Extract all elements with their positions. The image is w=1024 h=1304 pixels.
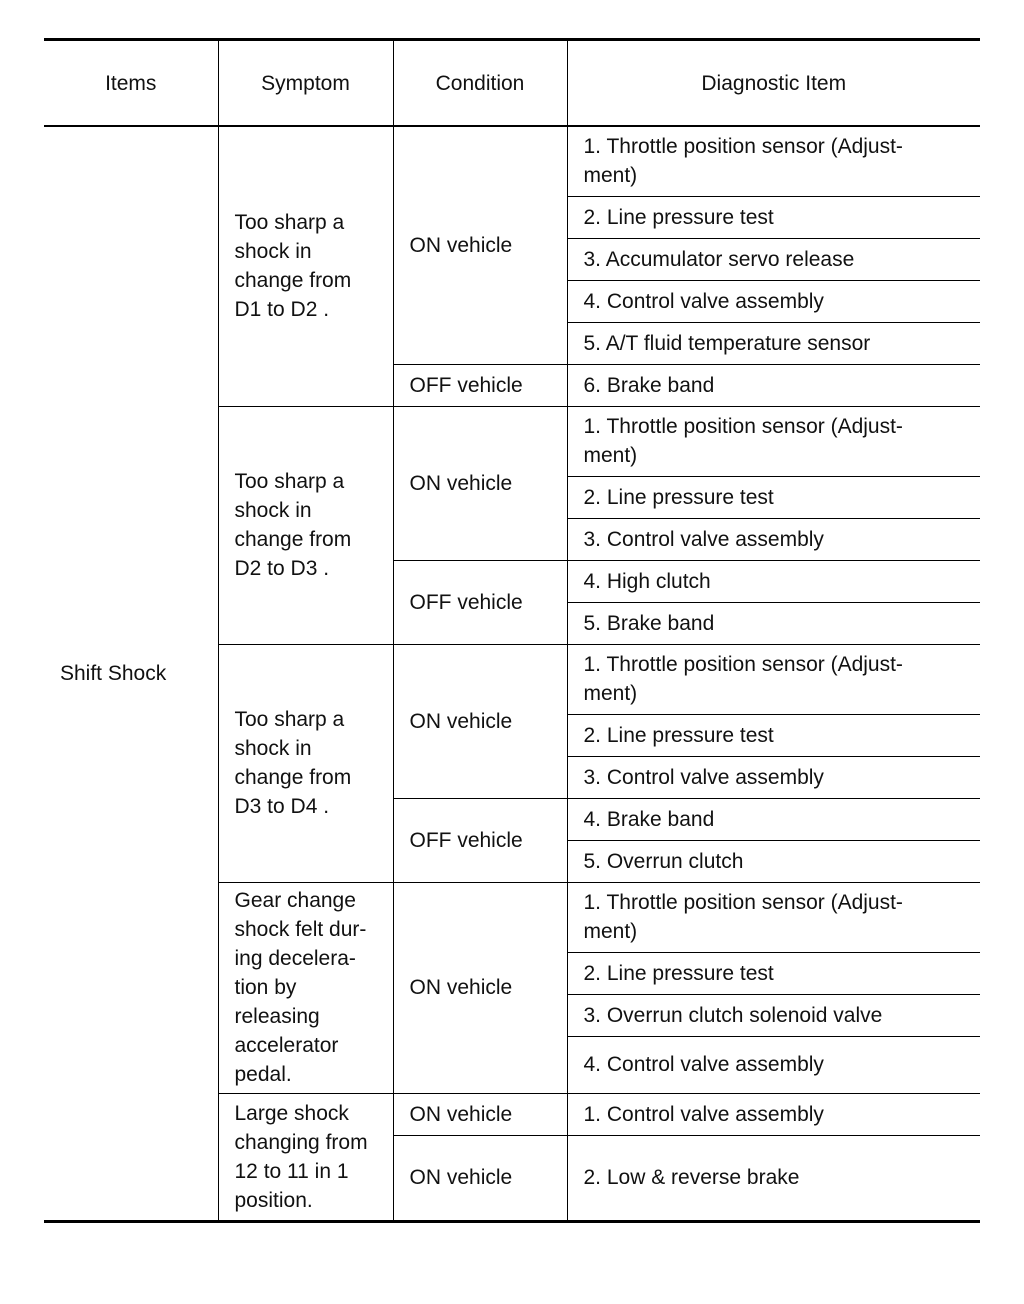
condition-cell: ON vehicle: [393, 644, 567, 798]
symptom-cell-1: [218, 126, 393, 406]
diagnostic-cell: 2. Low & reverse brake: [567, 1135, 980, 1221]
diagnostic-cell: 4. High clutch: [567, 560, 980, 602]
symptom-line: tion by: [234, 976, 297, 999]
condition-cell: ON vehicle: [393, 1135, 567, 1221]
diagnostic-cell: 4. Control valve assembly: [567, 280, 980, 322]
diagnostic-cell: 4. Control valve assembly: [567, 1036, 980, 1093]
diagnostic-cell: [567, 882, 980, 952]
diagnostic-cell: 6. Brake band: [567, 364, 980, 406]
symptom-line: position.: [234, 1188, 313, 1212]
symptom-line: shock in: [234, 737, 312, 760]
header-condition: Condition: [393, 40, 567, 127]
condition-cell: OFF vehicle: [393, 364, 567, 406]
diagnostic-cell: 4. Brake band: [567, 798, 980, 840]
diagnostic-cell: 3. Control valve assembly: [567, 756, 980, 798]
symptom-line: accelerator: [234, 1034, 339, 1057]
diagnosis-table-sheet: [44, 38, 980, 1250]
symptom-line: D2 to D3 .: [234, 557, 330, 580]
condition-cell: ON vehicle: [393, 1093, 567, 1135]
diagnostic-cell: 5. Overrun clutch: [567, 840, 980, 882]
symptom-cell-4: [218, 882, 393, 1093]
symptom-line: shock in: [234, 240, 312, 264]
diagnostic-cell: 2. Line pressure test: [567, 952, 980, 994]
diagnostic-line: ment): [583, 444, 638, 467]
diagnostic-cell: 1. Control valve assembly: [567, 1093, 980, 1135]
condition-cell: ON vehicle: [393, 882, 567, 1093]
diagnostic-cell: [567, 406, 980, 476]
symptom-line: Too sharp a: [234, 211, 345, 235]
symptom-line: ing decelera-: [234, 947, 356, 970]
diagnostic-cell: [567, 126, 980, 196]
symptom-line: D1 to D2 .: [234, 298, 330, 322]
symptom-line: shock in: [234, 499, 312, 522]
diagnostic-cell: 3. Overrun clutch solenoid valve: [567, 994, 980, 1036]
symptom-line: Too sharp a: [234, 708, 345, 731]
symptom-line: 12 to 11 in 1: [234, 1159, 349, 1183]
table-row: [44, 126, 980, 196]
symptom-line: shock felt dur-: [234, 918, 367, 941]
diagnostic-cell: 3. Accumulator servo release: [567, 238, 980, 280]
diagnostic-line: ment): [583, 164, 638, 188]
diagnostic-line: ment): [583, 920, 638, 943]
symptom-line: change from: [234, 528, 352, 551]
diagnostic-cell: 5. A/T fluid temperature sensor: [567, 322, 980, 364]
symptom-line: D3 to D4 .: [234, 795, 330, 818]
symptom-line: releasing: [234, 1005, 320, 1028]
symptom-line: Large shock: [234, 1101, 349, 1125]
symptom-cell-3: [218, 644, 393, 882]
symptom-cell-5: [218, 1093, 393, 1221]
diagnostic-line: 1. Throttle position sensor (Adjust-: [583, 891, 903, 914]
diagnostic-line: 1. Throttle position sensor (Adjust-: [583, 135, 903, 159]
symptom-line: pedal.: [234, 1063, 292, 1086]
diagnostic-cell: 2. Line pressure test: [567, 196, 980, 238]
header-row: [44, 40, 980, 127]
symptom-line: change from: [234, 766, 352, 789]
symptom-line: changing from: [234, 1130, 368, 1154]
symptom-line: Too sharp a: [234, 470, 345, 493]
header-items: Items: [44, 40, 218, 127]
diagnostic-line: 1. Throttle position sensor (Adjust-: [583, 653, 903, 676]
item-cell: Shift Shock: [44, 126, 218, 1221]
condition-cell: OFF vehicle: [393, 798, 567, 882]
diagnostic-line: 1. Throttle position sensor (Adjust-: [583, 415, 903, 438]
condition-cell: OFF vehicle: [393, 560, 567, 644]
diagnosis-table: [44, 38, 980, 1223]
symptom-cell-2: [218, 406, 393, 644]
condition-cell: ON vehicle: [393, 406, 567, 560]
symptom-line: change from: [234, 269, 352, 293]
diagnostic-cell: [567, 644, 980, 714]
diagnostic-cell: 3. Control valve assembly: [567, 518, 980, 560]
diagnostic-cell: 5. Brake band: [567, 602, 980, 644]
condition-cell: ON vehicle: [393, 126, 567, 364]
diagnostic-cell: 2. Line pressure test: [567, 714, 980, 756]
header-symptom: Symptom: [218, 40, 393, 127]
header-diagnostic-item: Diagnostic Item: [567, 40, 980, 127]
symptom-line: Gear change: [234, 889, 356, 912]
diagnostic-line: ment): [583, 682, 638, 705]
diagnostic-cell: 2. Line pressure test: [567, 476, 980, 518]
